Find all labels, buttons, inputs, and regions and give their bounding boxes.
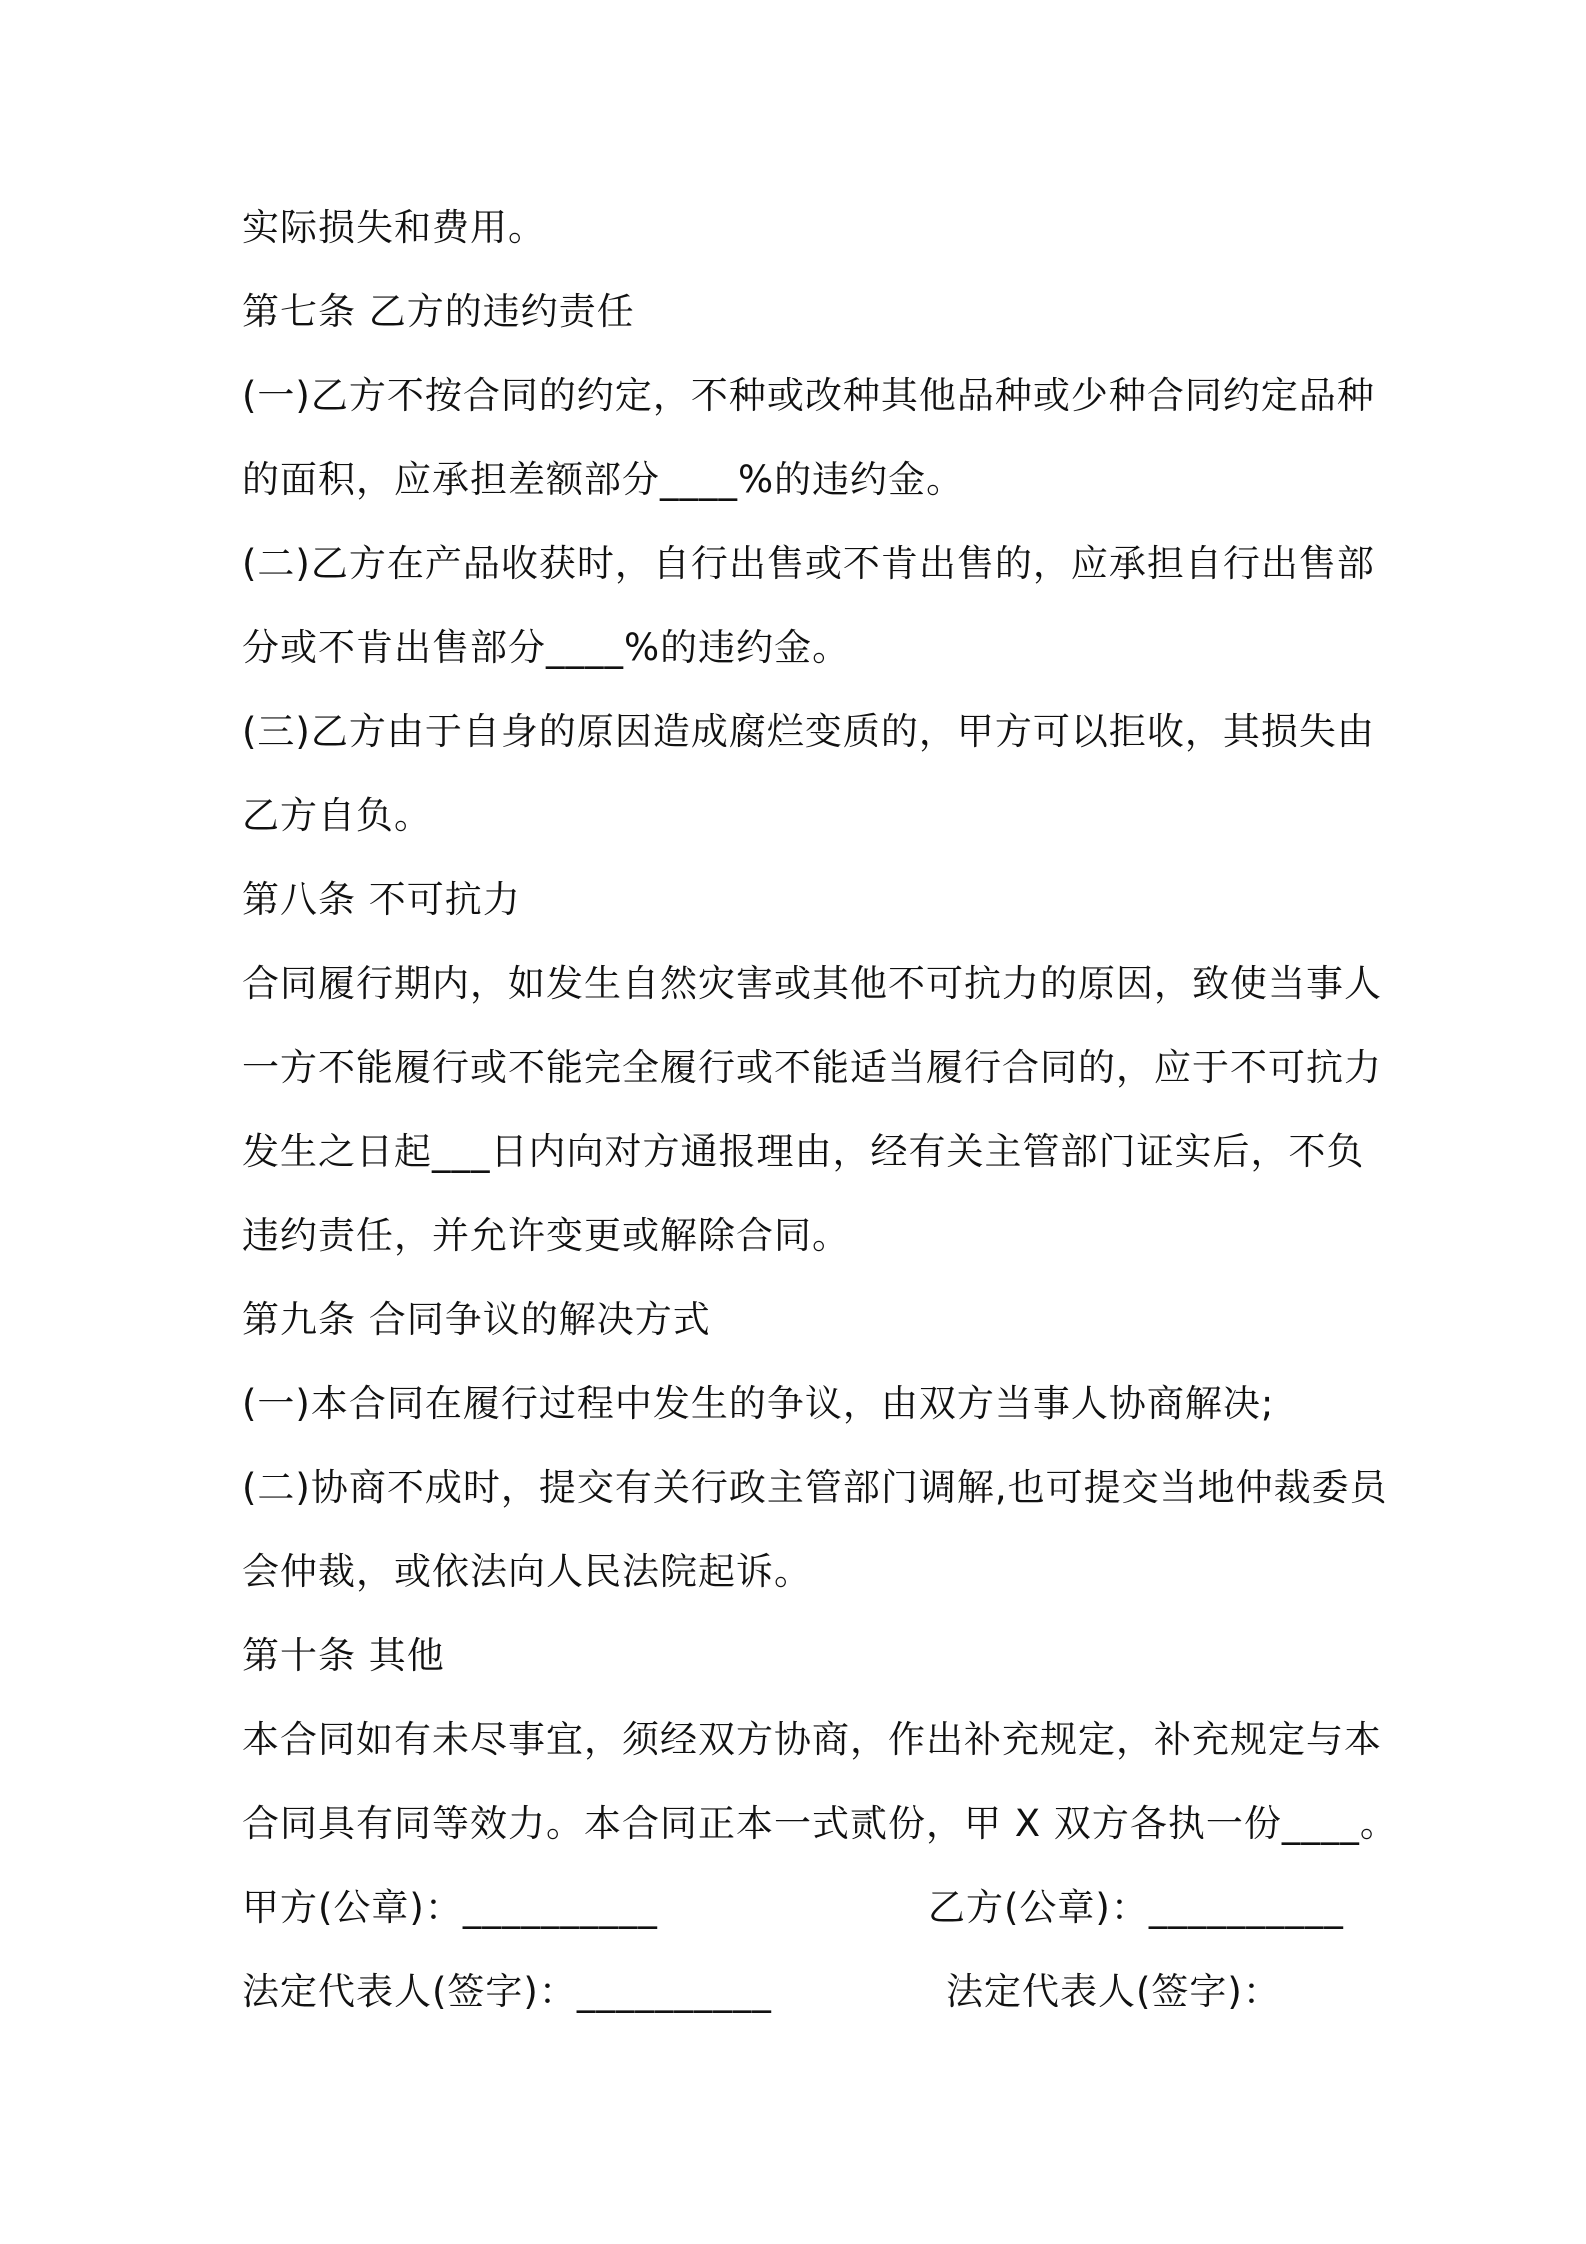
article-7-heading: 第七条 乙方的违约责任 <box>242 290 635 333</box>
body-line-12: 发生之日起___日内向对方通报理由，经有关主管部门证实后，不负 <box>242 1130 1365 1173</box>
body-line-16: (二)协商不成时，提交有关行政主管部门调解,也可提交当地仲裁委员 <box>242 1466 1388 1509</box>
article-9-heading: 第九条 合同争议的解决方式 <box>242 1298 711 1341</box>
body-line-3: (一)乙方不按合同的约定，不种或改种其他品种或少种合同约定品种 <box>242 374 1375 417</box>
party-a-seal-field: 甲方(公章)：__________ <box>242 1886 658 1929</box>
body-line-19: 本合同如有未尽事宜，须经双方协商，作出补充规定，补充规定与本 <box>242 1718 1382 1761</box>
body-line-4: 的面积，应承担差额部分____%的违约金。 <box>242 458 965 501</box>
body-line-5: (二)乙方在产品收获时，自行出售或不肯出售的，应承担自行出售部 <box>242 542 1375 585</box>
body-line-7: (三)乙方由于自身的原因造成腐烂变质的，甲方可以拒收，其损失由 <box>242 710 1375 753</box>
body-line-11: 一方不能履行或不能完全履行或不能适当履行合同的，应于不可抗力 <box>242 1046 1382 1089</box>
body-line-8: 乙方自负。 <box>242 794 432 837</box>
body-line-17: 会仲裁，或依法向人民法院起诉。 <box>242 1550 812 1593</box>
body-line-1: 实际损失和费用。 <box>242 206 546 249</box>
body-line-6: 分或不肯出售部分____%的违约金。 <box>242 626 851 669</box>
article-8-heading: 第八条 不可抗力 <box>242 878 521 921</box>
party-a-rep-signature-field: 法定代表人(签字)：__________ <box>242 1970 772 2013</box>
body-line-13: 违约责任，并允许变更或解除合同。 <box>242 1214 850 1257</box>
article-10-heading: 第十条 其他 <box>242 1634 445 1677</box>
body-line-20: 合同具有同等效力。本合同正本一式贰份，甲 X 双方各执一份____。 <box>242 1802 1398 1845</box>
body-line-10: 合同履行期内，如发生自然灾害或其他不可抗力的原因，致使当事人 <box>242 962 1382 1005</box>
party-b-rep-signature-field: 法定代表人(签字)： <box>946 1970 1281 2013</box>
party-b-seal-field: 乙方(公章)：__________ <box>928 1886 1344 1929</box>
body-line-15: (一)本合同在履行过程中发生的争议，由双方当事人协商解决; <box>242 1382 1275 1425</box>
